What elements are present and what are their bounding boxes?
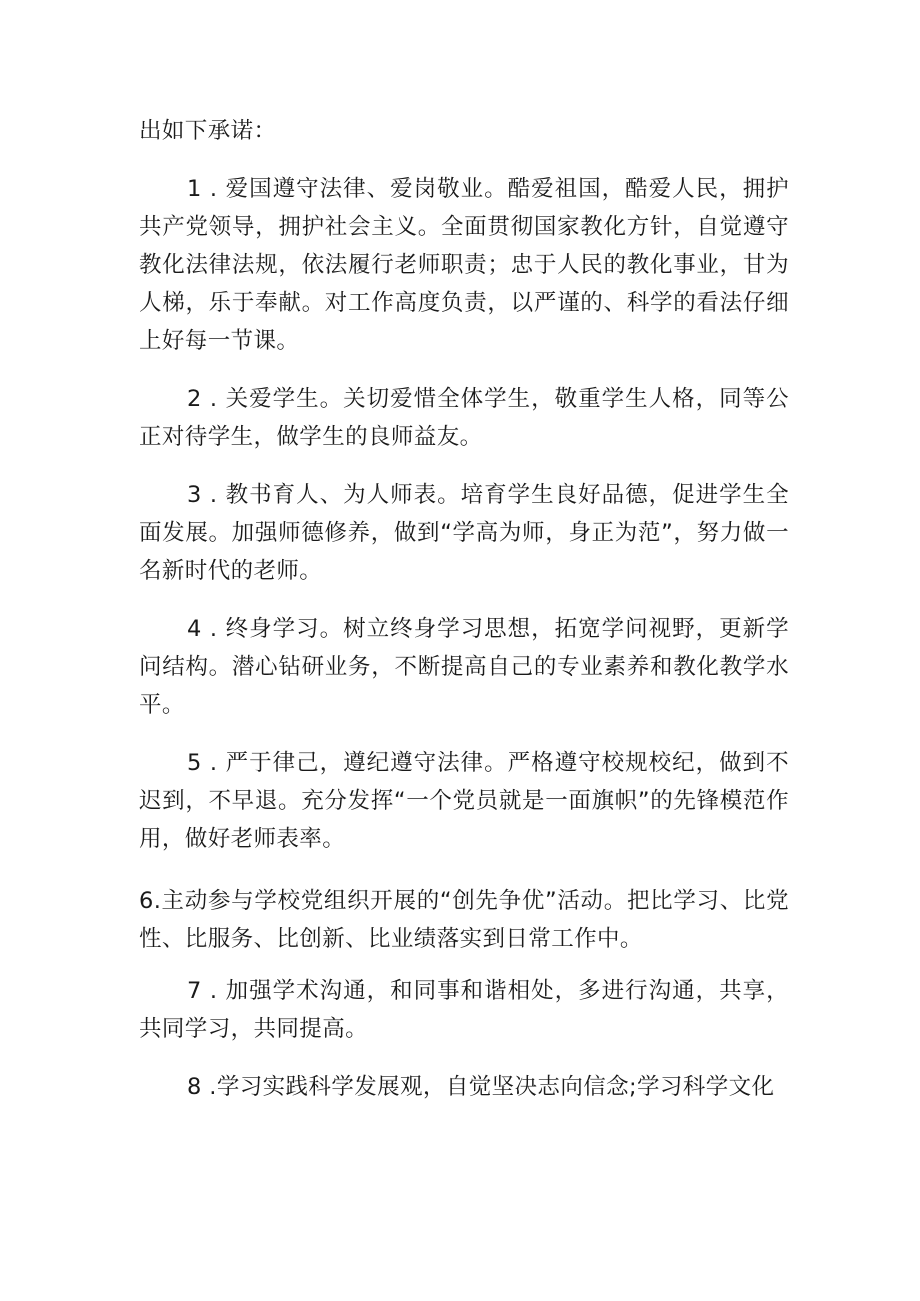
pledge-item-2: 2 . 关爱学生。关切爱惜全体学生，敬重学生人格，同等公正对待学生，做学生的良师益友。 <box>139 386 789 450</box>
intro-line: 出如下承诺： <box>139 118 277 144</box>
pledge-item-3: 3 . 教书育人、为人师表。培育学生良好品德，促进学生全面发展。加强师德修养，做到“学高为师，身正为范”，努力做一名新时代的老师。 <box>139 482 789 584</box>
pledge-item-1: 1 . 爱国遵守法律、爱岗敬业。酷爱祖国，酷爱人民，拥护共产党领导，拥护社会主义。全面贯彻国家教化方针，自觉遵守教化法律法规，依法履行老师职责；忠于人民的教化事业，甘为人梯，乐于奉献。对工作高度负责，以严谨的、科学的看法仔细上好每一节课。 <box>139 176 789 354</box>
pledge-item-6: 6.主动参与学校党组织开展的“创先争优”活动。把比学习、比党性、比服务、比创新、比业绩落实到日常工作中。 <box>139 888 789 952</box>
pledge-item-7: 7 . 加强学术沟通，和同事和谐相处，多进行沟通，共享，共同学习，共同提高。 <box>139 978 789 1042</box>
document-body <box>139 112 789 1106</box>
pledge-item-8: 8 .学习实践科学发展观，自觉坚决志向信念;学习科学文化 <box>187 1074 775 1100</box>
pledge-item-5: 5 . 严于律己，遵纪遵守法律。严格遵守校规校纪，做到不迟到，不早退。充分发挥“一个党员就是一面旗帜”的先锋模范作用，做好老师表率。 <box>139 750 789 852</box>
pledge-item-4: 4 . 终身学习。树立终身学习思想，拓宽学问视野，更新学问结构。潜心钻研业务，不断提高自己的专业素养和教化教学水平。 <box>139 616 789 718</box>
